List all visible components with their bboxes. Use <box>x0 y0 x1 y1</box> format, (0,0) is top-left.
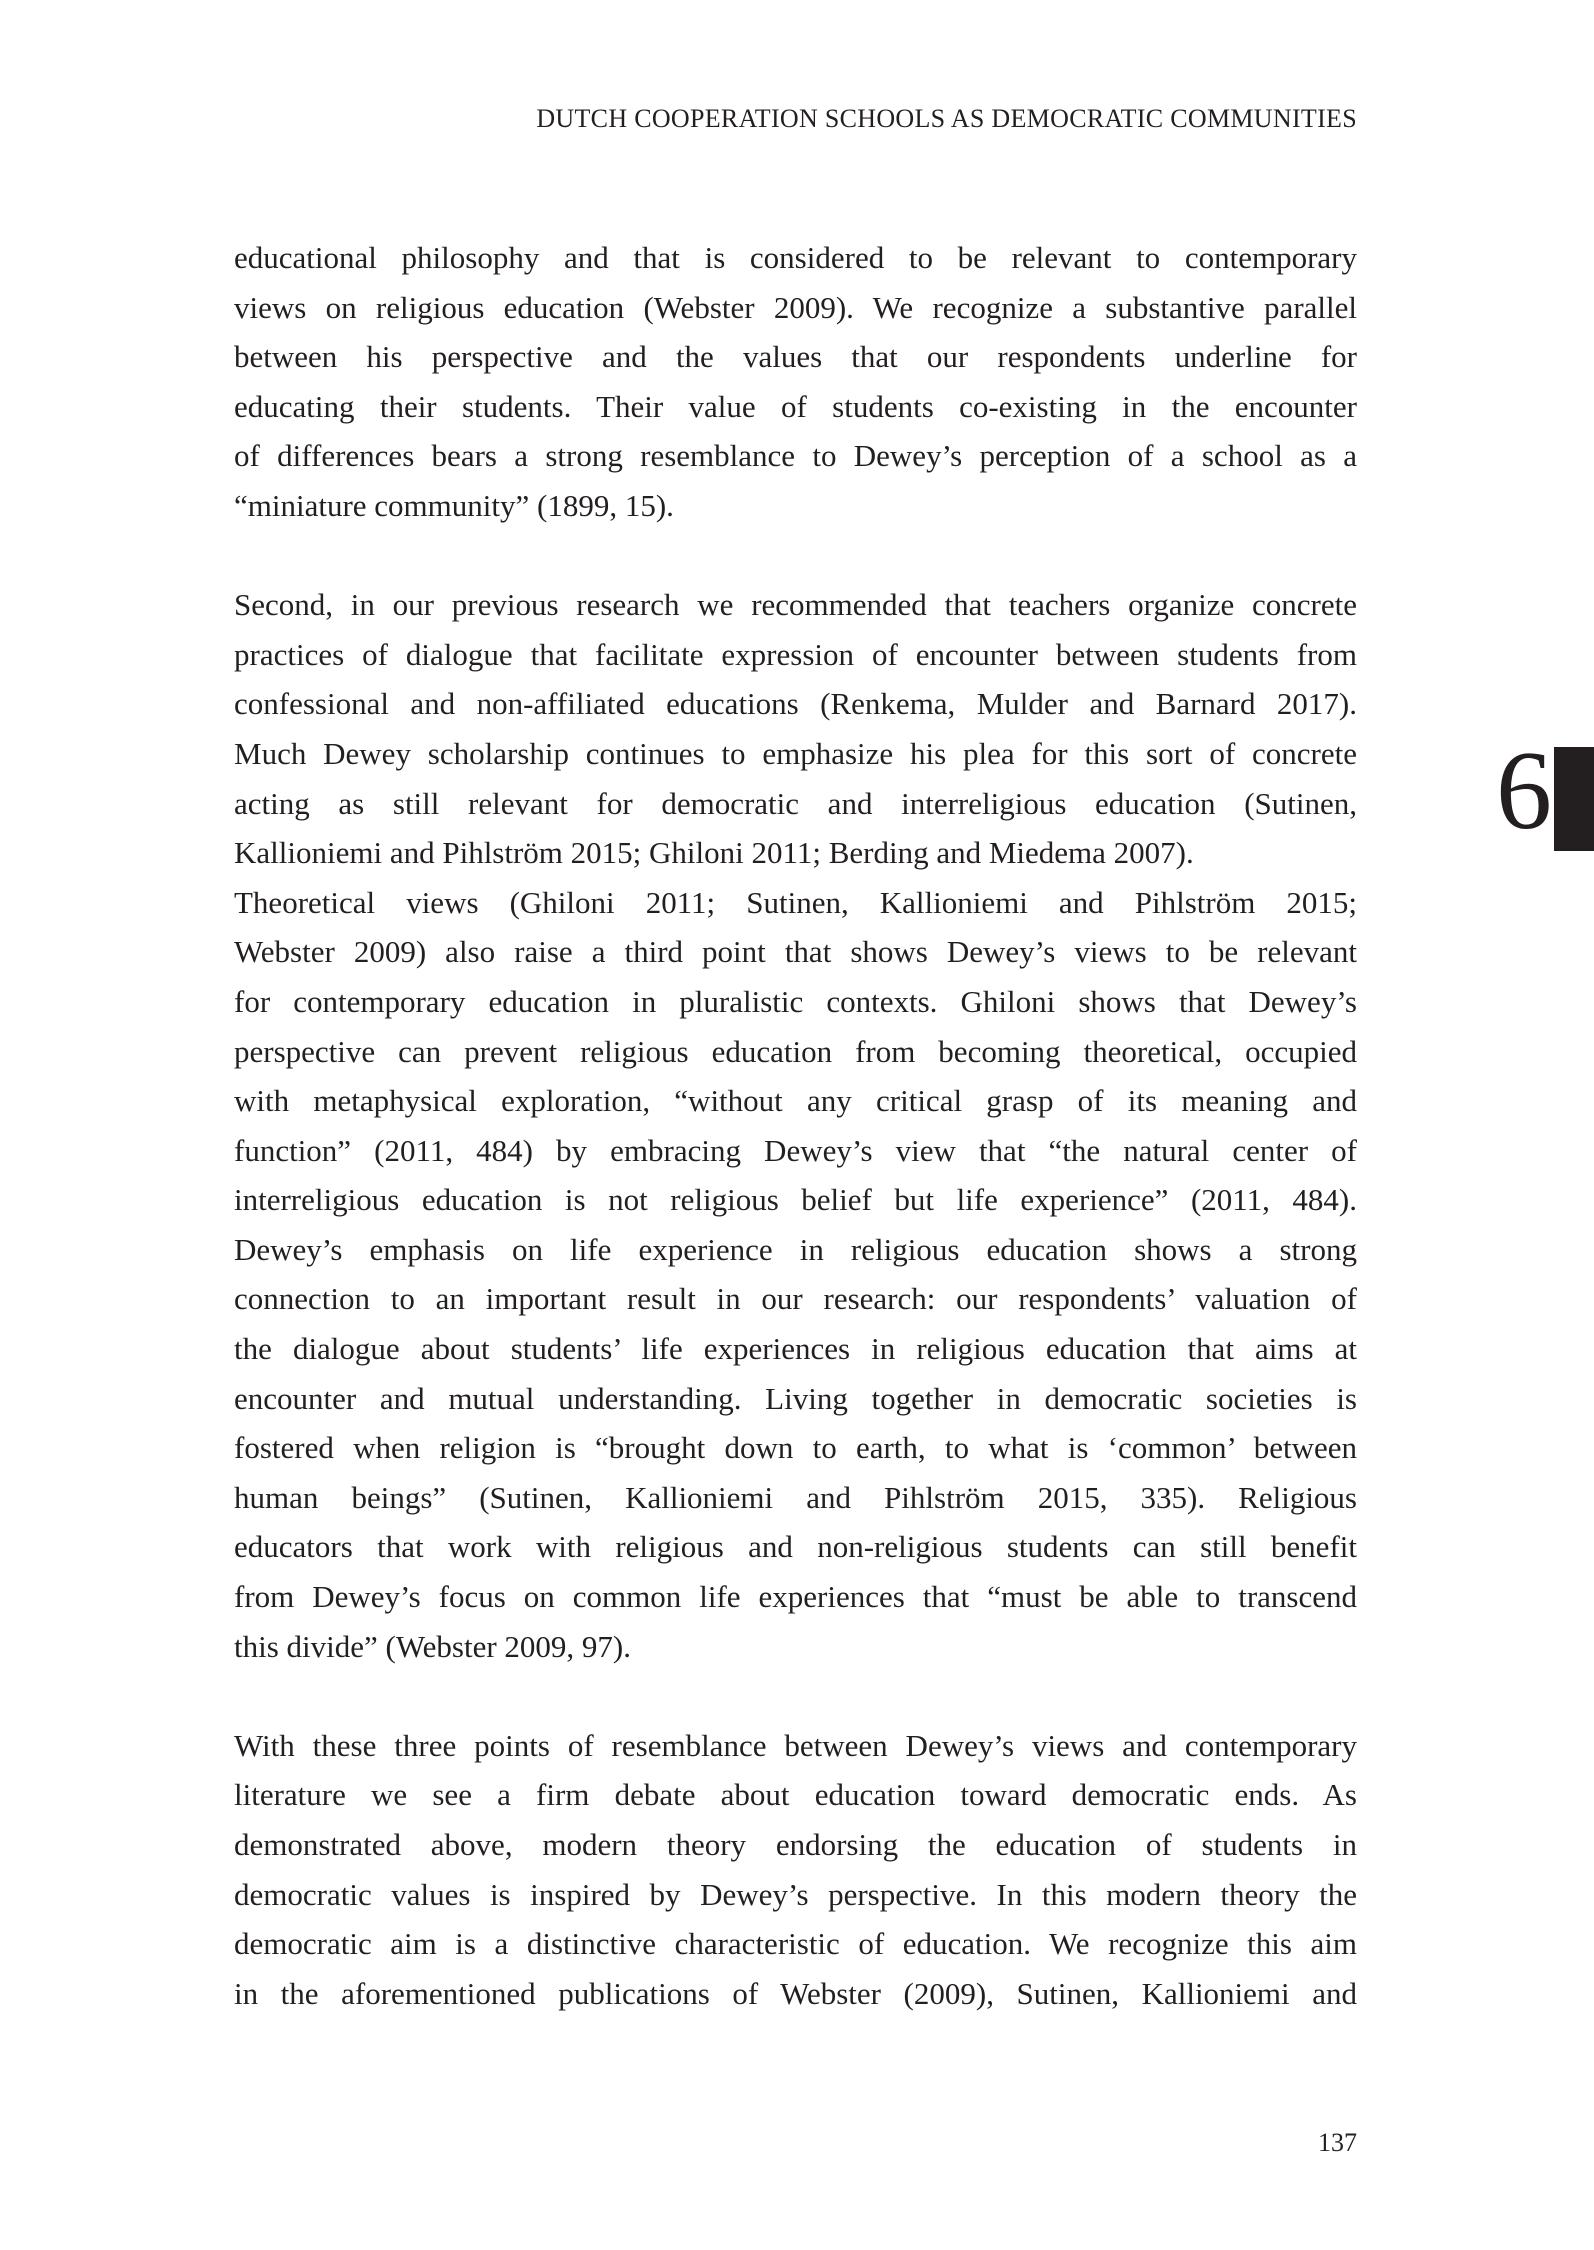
text-line: with metaphysical exploration, “without any critical grasp of its meaning and <box>234 1083 1357 1119</box>
text-line: between his perspective and the values that our respondents underline for <box>234 339 1357 375</box>
chapter-tab-bar <box>1554 747 1594 851</box>
text-line: Much Dewey scholarship continues to emphasize his plea for this sort of concrete <box>234 735 1357 771</box>
text-line: of differences bears a strong resemblance to Dewey’s perception of a school as a <box>234 438 1357 474</box>
text-line: Webster 2009) also raise a third point that shows Dewey’s views to be relevant <box>234 934 1357 970</box>
text-line: demonstrated above, modern theory endorsing the education of students in <box>234 1827 1357 1862</box>
paragraph <box>234 233 1357 531</box>
text-line: acting as still relevant for democratic and interreligious education (Sutinen, <box>234 785 1357 821</box>
text-line: literature we see a firm debate about education toward democratic ends. As <box>234 1777 1357 1813</box>
paragraph-spacer <box>234 531 1357 581</box>
text-line: practices of dialogue that facilitate expression of encounter between students from <box>234 636 1357 672</box>
text-line: perspective can prevent religious education from becoming theoretical, occupied <box>234 1033 1357 1069</box>
paragraph <box>234 580 1357 878</box>
text-line: With these three points of resemblance between Dewey’s views and contemporary <box>234 1727 1357 1763</box>
text-line: confessional and non-affiliated educations (Renkema, Mulder and Barnard 2017). <box>234 686 1357 722</box>
paragraph-spacer <box>234 1671 1357 1721</box>
text-line: educating their students. Their value of students co-existing in the encounter <box>234 388 1357 424</box>
text-line: democratic aim is a distinctive characteristic of education. We recognize this aim <box>234 1926 1357 1962</box>
text-line: connection to an important result in our research: our respondents’ valuation of <box>234 1281 1357 1317</box>
running-header: DUTCH COOPERATION SCHOOLS AS DEMOCRATIC COMMUNITIES <box>536 104 1357 133</box>
text-line: from Dewey’s focus on common life experiences that “must be able to transcend <box>234 1579 1357 1615</box>
text-line: Dewey’s emphasis on life experience in religious education shows a strong <box>234 1231 1357 1267</box>
text-line: human beings” (Sutinen, Kallioniemi and Pihlström 2015, 335). Religious <box>234 1479 1357 1515</box>
chapter-number: 6 <box>1496 729 1552 853</box>
paragraph <box>234 1721 1357 2019</box>
text-line: interreligious education is not religious belief but life experience” (2011, 484). <box>234 1182 1357 1218</box>
text-line: Kallioniemi and Pihlström 2015; Ghiloni 2011; Berding and Miedema 2007). <box>234 835 1194 871</box>
text-line: function” (2011, 484) by embracing Dewey’s view that “the natural center of <box>234 1132 1357 1168</box>
text-line: Second, in our previous research we recommended that teachers organize concrete <box>234 587 1357 623</box>
paragraph <box>234 878 1357 1672</box>
text-line: educators that work with religious and non-religious students can still benefit <box>234 1529 1357 1565</box>
text-line: this divide” (Webster 2009, 97). <box>234 1628 631 1664</box>
body-text <box>234 233 1357 2018</box>
text-line: Theoretical views (Ghiloni 2011; Sutinen, Kallioniemi and Pihlström 2015; <box>234 884 1357 920</box>
text-line: democratic values is inspired by Dewey’s perspective. In this modern theory the <box>234 1876 1357 1912</box>
text-line: in the aforementioned publications of Webster (2009), Sutinen, Kallioniemi and <box>234 1975 1357 2011</box>
text-line: views on religious education (Webster 2009). We recognize a substantive parallel <box>234 289 1357 325</box>
text-line: educational philosophy and that is considered to be relevant to contemporary <box>234 240 1357 275</box>
page-number: 137 <box>1318 2128 1357 2157</box>
text-line: the dialogue about students’ life experiences in religious education that aims at <box>234 1331 1357 1367</box>
text-line: fostered when religion is “brought down to earth, to what is ‘common’ between <box>234 1430 1357 1466</box>
text-line: for contemporary education in pluralistic contexts. Ghiloni shows that Dewey’s <box>234 983 1357 1019</box>
text-line: “miniature community” (1899, 15). <box>234 487 674 523</box>
text-line: encounter and mutual understanding. Living together in democratic societies is <box>234 1380 1357 1416</box>
